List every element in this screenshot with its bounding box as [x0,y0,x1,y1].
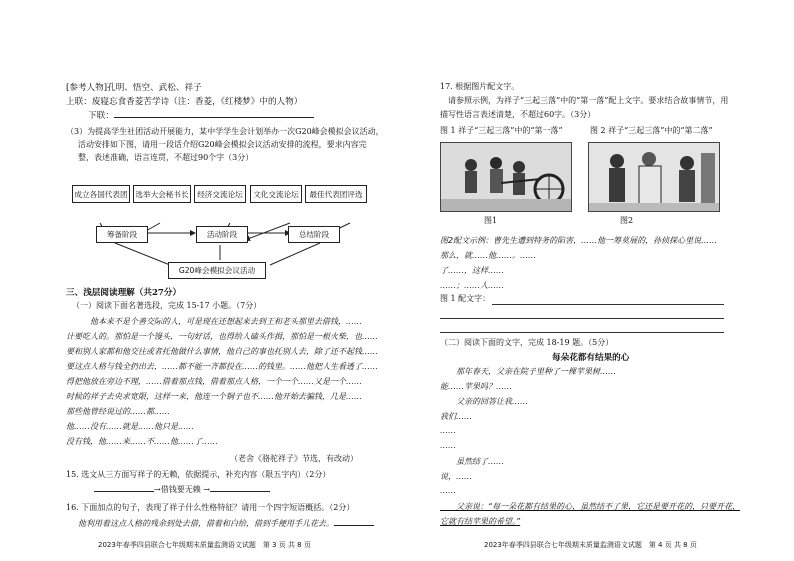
q16-sentence [78,518,374,529]
fig2-label: 图2 [620,216,634,225]
couplet-up [66,96,302,108]
essay-line: 那年春天，父亲在院子里种了一棵苹果树…… [440,367,616,376]
flow-bottom-event: G20峰会模拟会议活动 [168,262,266,279]
essay-line: 父亲的回答让我…… [440,397,528,406]
q15-blank-1[interactable] [94,491,154,492]
right-footer: 2023年春季四县联合七年级期末质量监测语文试题 第 4 页 共 8 页 [484,541,697,549]
couplet-up-text: 废寝忘食香菱苦学诗（注：香菱，《红楼梦》中的人物） [91,97,303,107]
essay-line: …… [440,441,456,450]
left-footer: 2023年春季四县联合七年级期末质量监测语文试题 第 3 页 共 8 页 [98,541,311,549]
q15-answer-row [94,485,270,496]
fig2-text-line: 图2配文示例：曹先生遭到特务的陷害，……他一筹莫展的，孙侦探心里说…… [440,236,718,245]
q15-hint: →借钱要无赖 → [154,485,210,494]
couplet-down-blank[interactable] [114,117,314,118]
part-1-title: （一）阅读下面名著选段，完成 15-17 小题。（7分） [72,301,262,310]
fig2-text-line: ……；……人…… [440,281,504,290]
answer-line[interactable] [440,332,724,333]
passage-line: 计要吃人的。那怕是一个馒头，一句好话，也得给人磕头作揖，那怕是一根火柴，也…… [66,332,378,341]
essay-line-underlined: 它就有结苹果的希望。” [440,517,521,526]
passage-line: 那些他曾经说过的……都…… [66,407,170,416]
essay-line: 我们…… [440,412,472,421]
q16-blank[interactable] [334,525,374,526]
fig2-text-line: 那么，就……他……。…… [440,251,536,260]
essay-line: …… [440,486,456,495]
passage-source: （老舍《骆驼祥子》节选，有改动） [230,454,358,463]
couplet-down [88,110,314,122]
reference-title: [参考人物] [66,83,108,93]
passage-line: 他本来不是个善交际的人，可是现在还想起来去到王和老头那里去借钱，…… [66,317,362,326]
flow-box-delegations: 成立各国代表团 [72,185,130,203]
flow-stage-activity: 活动阶段 [196,226,248,243]
reference-names: 孔明、悟空、武松、祥子 [107,83,202,93]
q3-line-3: 整，表述准确，语言连贯，不超过90个字（3分） [78,153,254,162]
flow-box-best-team: 最佳代表团评选 [305,185,367,203]
essay-line: …… [440,426,456,435]
flow-box-secretary: 选举大会秘书长 [133,185,191,203]
part-2-title: （二）阅读下面的文字，完成 18-19 题。（5分） [440,338,614,347]
fig1-answer-label: 图 1 配文字： [440,294,491,303]
essay-line: 虽然结了…… [440,457,504,466]
flow-box-economy: 经济交流论坛 [194,185,246,203]
q17-desc-1: 请参照示例，为祥子“三起三落”中的“第一落”配上文字。要求结合故事情节，用 [448,96,729,105]
figure-2-image [588,142,720,212]
couplet-up-label: 上联： [66,97,92,107]
question-15: 15. 选文从三方面写祥子的无赖，依据提示，补充内容（限五字内）（2分） [66,470,331,479]
fig1-label: 图1 [484,216,498,225]
q3-line-2: 活动安排如下图，请用一段话介绍G20峰会模拟会议活动安排的流程，要求内容完 [78,140,367,149]
fig2-text-line: 了……，这样…… [440,266,504,275]
question-17: 17. 根据图片配文字。 [440,82,520,91]
question-16: 16. 下面加点的句子，表现了祥子什么性格特征？请用一个四字短语概括。（2分） [66,503,355,512]
fig2-caption: 图 2 祥子“三起三落”中的“第二落” [590,126,713,135]
passage-line: 时候的祥子去央求宽限，这样一来，他连一个铜子也不……他开始去骗钱，几是…… [66,392,362,401]
figure-1-drawing [441,143,571,211]
couplet-down-label: 下联： [88,111,114,121]
q15-blank-2[interactable] [210,491,270,492]
figure-1-image [440,142,572,212]
fig1-caption: 图 1 祥子“三起三落”中的“第一落” [440,126,563,135]
q16-sentence-text: 他利用着这点人格的残余到处去借，借着和白给，借到手便用手儿花去。 [78,519,334,528]
flow-stage-prep: 筹备阶段 [96,226,148,243]
q3-line-1: （3）为提高学生社团活动开展能力，某中学学生会计划举办一次G20峰会模拟会议活动， [66,127,384,136]
figure-2-drawing [589,143,719,211]
section-3-title: 三、浅层阅读理解（共27分） [66,288,182,298]
essay-line-underlined: 父亲说：“每一朵花都有结果的心，虽然结不了果，它还是要开花的，只要开花， [440,502,741,511]
flow-stage-summary: 总结阶段 [288,226,340,243]
q17-desc-2: 描写性语言表述清楚，不超过60字。（3分） [440,110,596,119]
essay-line: 说，…… [440,472,472,481]
passage-line: 要这点人格与钱全扔出去，……都不能一齐都投在……的钱里。……他把人生看透了…… [66,362,378,371]
reference-line [66,82,202,94]
essay-line: 能……苹果吗？…… [440,382,512,391]
passage-line: 他……没有……就是……他只是…… [66,422,194,431]
flow-box-culture: 文化交流论坛 [250,185,302,203]
essay-title: 每朵花都有结果的心 [552,353,630,363]
answer-line[interactable] [440,318,724,319]
answer-line[interactable] [492,304,724,305]
passage-line: 得把他放在旁边不理，……借着那点钱，借着那点人格，一个一个……又是一个…… [66,377,362,386]
passage-line: 没有钱，他……来……不……他……了…… [66,437,218,446]
passage-line: 要和别人家都和他交往或者托他做什么事情，他自己的事也托别人去，除了还不起钱…… [66,347,378,356]
